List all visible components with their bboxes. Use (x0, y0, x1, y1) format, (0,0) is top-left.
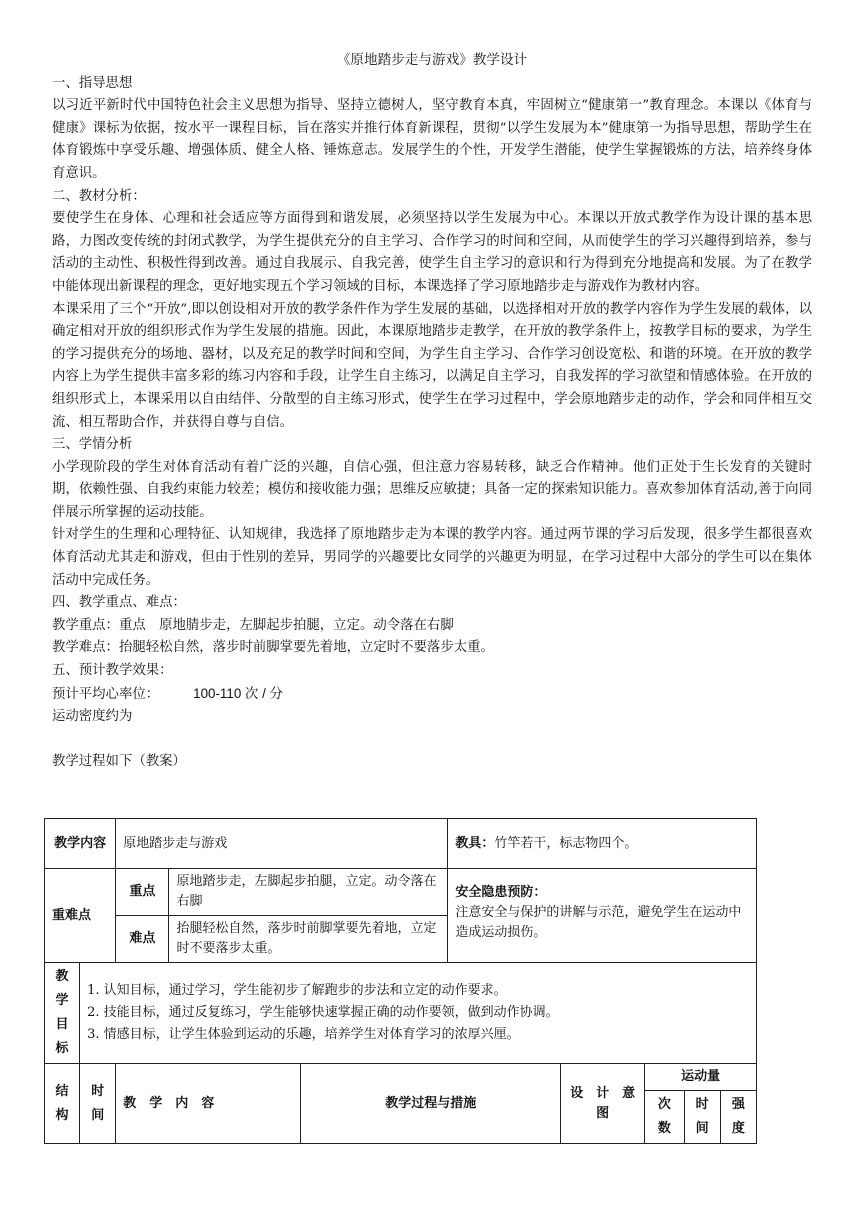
section-heading-material-analysis: 二、教材分析： (52, 188, 146, 204)
goal-emotional: 3. 情感目标，让学生体验到运动的乐趣，培养学生对体育学习的浓厚兴厘。 (87, 1027, 520, 1042)
section-heading-student-analysis: 三、学情分析 (52, 437, 133, 453)
key-value: 原地踏步走，左脚起步拍腿，立定。动令落在右脚 (169, 869, 448, 916)
count-header: 次 数 (645, 1091, 684, 1144)
safety-cell (448, 869, 757, 963)
goal-cognitive: 1. 认知目标，通过学习，学生能初步了解跑步的步法和立定的动作要求。 (87, 983, 507, 998)
difficulty-value: 抬腿轻松自然，落步时前脚掌要先着地，立定时不要落步太重。 (169, 916, 448, 963)
paragraph-material-analysis-2: 本课采用了三个“开放”,即以创设相对开放的教学条件作为学生发展的基础，以选择相对开放的教学内容作为学生发展的载体，以确定相对开放的组织形式作为学生发展的措施。因此，本课原地踏步走教学，在开放的教学条件上，按教学目标的要求，为学生的学习提供充分的场地、器材，以及充足的教学时间和空间，为学生自主学习、合作学习创设宽松、和谐的环境。在开放的教学内容上为学生提供丰富多彩的练习内容和手段，让学生自主练习，以满足自主学习，自我发挥的学习欲望和情感体验。在开放的组织形式上，本课采用以自由结伴、分散型的自主练习形式，使学生在学习过程中，学会原地踏步走的动作，学会和同伴相互交流、相互帮助合作，并获得自尊与自信。 (52, 301, 812, 430)
time-header: 时 间 (80, 1064, 116, 1144)
key-label: 重点 (116, 869, 169, 916)
document-title: 《原地踏步走与游戏》教学设计 (336, 52, 528, 68)
key-point-line: 教学重点：重点 原地腈步走，左脚起步拍腿，立定。动令落在右脚 (52, 617, 454, 633)
duration-header: 时 间 (684, 1091, 720, 1144)
heart-rate-label: 预计平均心率位： (52, 686, 160, 702)
content-label: 教学内容 (45, 819, 116, 869)
heart-rate-value: 100-110 次 / 分 (193, 685, 283, 701)
document-body (52, 44, 812, 773)
paragraph-material-analysis-1: 要使学生在身体、心理和社会适应等方面得到和谐发展，必须坚持以学生发展为中心。本课以开放式教学作为设计课的基本思路，力图改变传统的封闭式教学，为学生提供充分的自主学习、合作学习的时间和空间，从而使学生的学习兴趣得到培养，参与活动的主动性、积极性得到改善。通过自我展示、自我完善，使学生自主学习的意识和行为得到充分地提高和发展。为了在教学中能体现出新课程的理念，更好地实现五个学习领域的目标，本课选择了学习原地踏步走与游戏作为教材内容。 (52, 211, 812, 294)
intent-header: 设 计 意 图 (561, 1064, 645, 1144)
density-line: 运动密度约为 (52, 709, 133, 725)
structure-header: 结 构 (45, 1064, 80, 1144)
paragraph-guiding-thought: 以习近平新时代中国特色社会主义思想为指导、坚持立德树人，坚守教育本真，牢固树立“健康第一”教育理念。本课以《体育与健康》课标为依据，按水平一课程目标，旨在落实并推行体育新课程，贯彻“以学生发展为本”健康第一为指导思想，帮助学生在体育锻炼中享受乐趣、增强体质、健全人格、锤炼意志。发展学生的个性，开发学生潜能，使学生掌握锻炼的方法，培养终身体育意识。 (52, 98, 812, 181)
paragraph-student-analysis-2: 针对学生的生理和心理特征、认知规律，我选择了原地踏步走为本课的教学内容。通过两节课的学习后发现，很多学生都很喜欢体育活动尤其走和游戏，但由于性别的差异，男同学的兴趣要比女同学的兴趣更为明显，在学习过程中大部分的学生可以在集体活动中完成任务。 (52, 527, 812, 588)
safety-label: 安全隐患预防： (455, 885, 547, 900)
exercise-load-header: 运动量 (645, 1064, 757, 1091)
heart-rate-line (52, 683, 812, 707)
section-heading-key-points: 四、教学重点、难点： (52, 595, 186, 611)
section-heading-expected-effect: 五、预计教学效果： (52, 663, 173, 679)
process-intro: 教学过程如下（教案） (52, 753, 186, 769)
section-heading-guiding-thought: 一、指导思想 (52, 75, 133, 91)
paragraph-student-analysis-1: 小学现阶段的学生对体育活动有着广泛的兴趣，自信心强，但注意力容易转移，缺乏合作精神。他们正处于生长发育的关键时期，依赖性强、自我约束能力较差；模仿和接收能力强；思维反应敏捷；具备一定的探索知识能力。喜欢参加体育活动,善于向同伴展示所掌握的运动技能。 (52, 459, 812, 520)
lesson-plan-table (44, 818, 757, 1144)
equipment-value: 竹竿若干，标志物四个。 (494, 835, 638, 851)
difficulty-label: 难点 (116, 916, 169, 963)
key-difficulty-label: 重难点 (45, 869, 116, 963)
equipment-cell (448, 819, 757, 869)
goals-list (80, 963, 757, 1064)
safety-value: 注意安全与保护的讲解与示范，避免学生在运动中造成运动损伤。 (455, 905, 742, 940)
goal-skill: 2. 技能目标，通过反复练习，学生能够快速掌握正确的动作要领，做到动作协调。 (87, 1005, 559, 1020)
intensity-header: 强 度 (720, 1091, 756, 1144)
content-header: 教 学 内 容 (116, 1064, 301, 1144)
content-value: 原地踏步走与游戏 (116, 819, 448, 869)
process-header: 教学过程与措施 (301, 1064, 561, 1144)
difficulty-line: 教学难点：抬腿轻松自然，落步时前脚掌要先着地，立定时不要落步太重。 (52, 640, 494, 656)
equipment-label: 教具： (455, 835, 495, 851)
goals-label: 教 学 目 标 (45, 963, 80, 1064)
